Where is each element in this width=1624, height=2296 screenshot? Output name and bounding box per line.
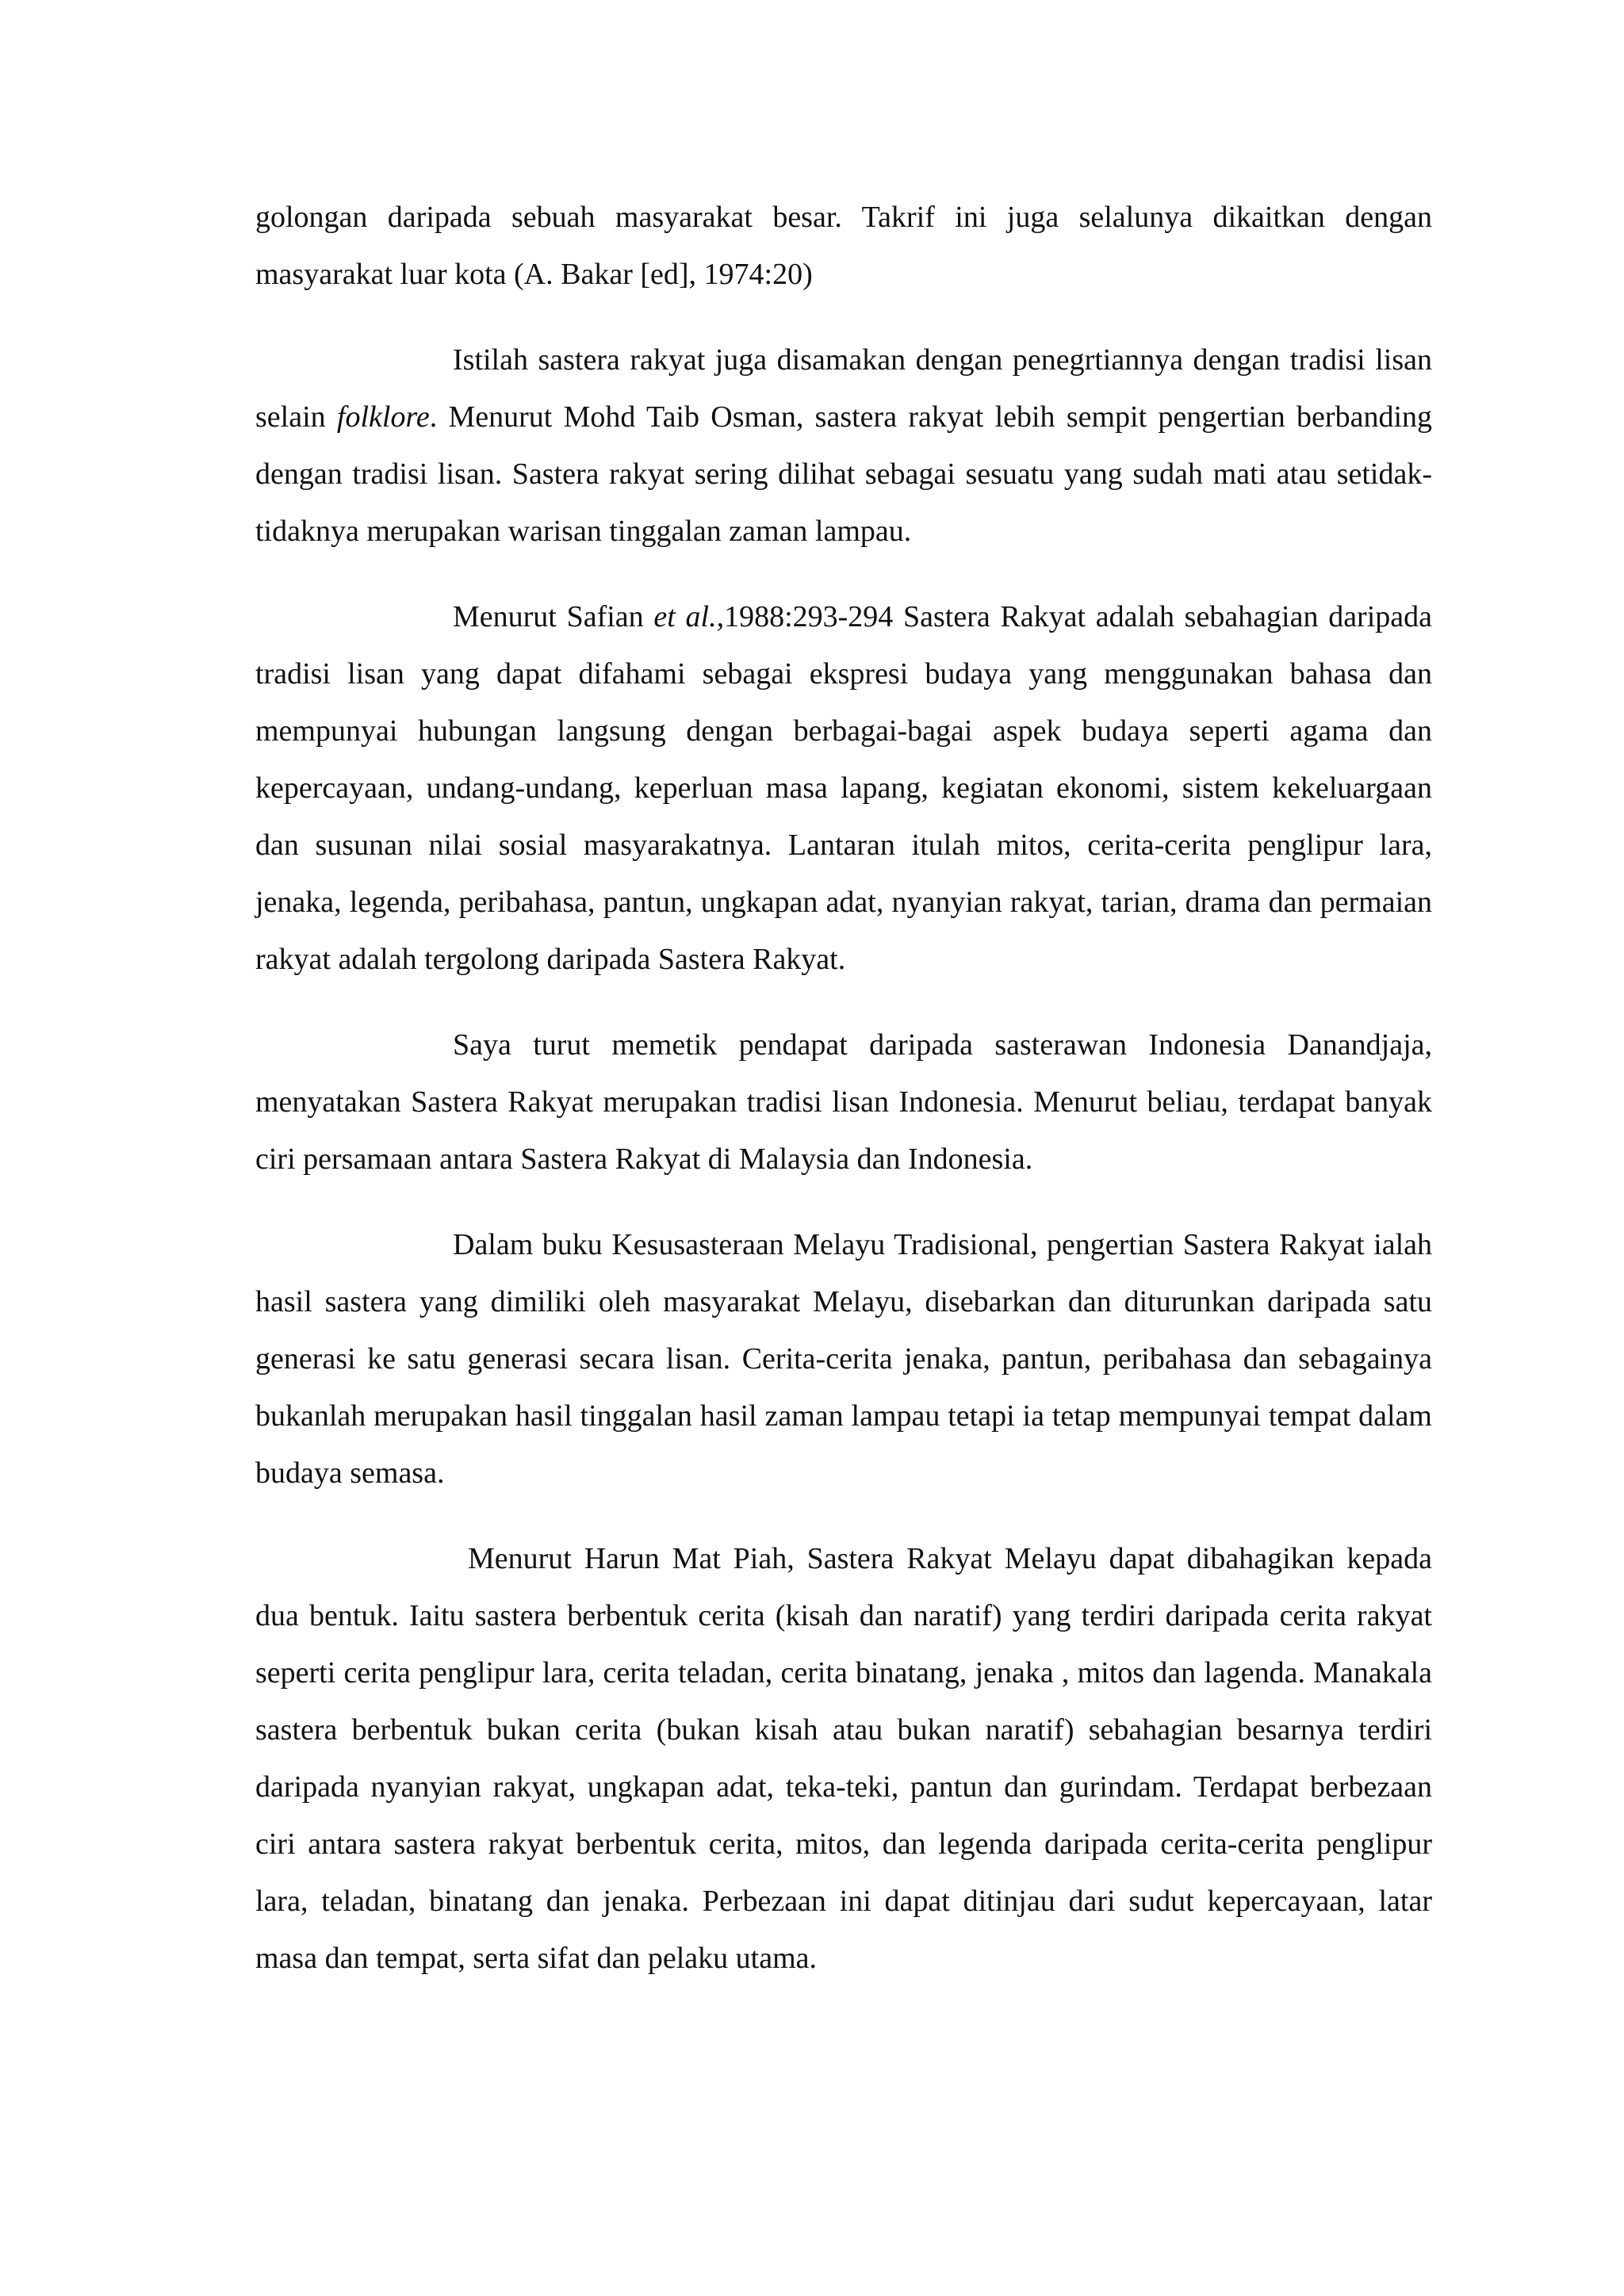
- paragraph-1: [255, 189, 1432, 303]
- paragraph-3-text-b: 1988:293-294 Sastera Rakyat adalah sebahagian daripada tradisi lisan yang dapat difahami sebagai ekspresi budaya yang menggunakan bahasa dan mempunyai hubungan langsung dengan berbagai-bagai aspek budaya seperti agama dan kepercayaan, undang-undang, keperluan masa lapang, kegiatan ekonomi, sistem kekeluargaan dan susunan nilai sosial masyarakatnya. Lantaran itulah mitos, cerita-cerita penglipur lara, jenaka, legenda, peribahasa, pantun, ungkapan adat, nyanyian rakyat, tarian, drama dan permaian rakyat adalah tergolong daripada Sastera Rakyat.: [255, 600, 1432, 976]
- paragraph-6-text: Menurut Harun Mat Piah, Sastera Rakyat Melayu dapat dibahagikan kepada dua bentuk. Iaitu sastera berbentuk cerita (kisah dan naratif) yang terdiri daripada cerita rakyat seperti cerita penglipur lara, cerita teladan, cerita binatang, jenaka , mitos dan lagenda. Manakala sastera berbentuk bukan cerita (bukan kisah atau bukan naratif) sebahagian besarnya terdiri daripada nyanyian rakyat, ungkapan adat, teka-teki, pantun dan gurindam. Terdapat berbezaan ciri antara sastera rakyat berbentuk cerita, mitos, dan legenda daripada cerita-cerita penglipur lara, teladan, binatang dan jenaka. Perbezaan ini dapat ditinjau dari sudut kepercayaan, latar masa dan tempat, serta sifat dan pelaku utama.: [255, 1542, 1432, 1975]
- paragraph-3-italic-citation: et al.,: [653, 600, 725, 633]
- paragraph-4: [255, 1016, 1432, 1188]
- paragraph-1-text: golongan daripada sebuah masyarakat besar. Takrif ini juga selalunya dikaitkan dengan masyarakat luar kota (A. Bakar [ed], 1974:20): [255, 201, 1432, 291]
- paragraph-2-text-b: . Menurut Mohd Taib Osman, sastera rakyat lebih sempit pengertian berbanding dengan tradisi lisan. Sastera rakyat sering dilihat sebagai sesuatu yang sudah mati atau setidak-tidaknya merupakan warisan tinggalan zaman lampau.: [255, 400, 1433, 548]
- paragraph-4-text: Saya turut memetik pendapat daripada sasterawan Indonesia Danandjaja, menyatakan Sastera Rakyat merupakan tradisi lisan Indonesia. Menurut beliau, terdapat banyak ciri persamaan antara Sastera Rakyat di Malaysia dan Indonesia.: [255, 1028, 1432, 1176]
- document-page: [255, 189, 1432, 1987]
- paragraph-2-italic-term: folklore: [336, 400, 430, 434]
- paragraph-6: [255, 1530, 1432, 1987]
- paragraph-3: [255, 588, 1432, 988]
- paragraph-2: [255, 331, 1432, 560]
- paragraph-5: [255, 1216, 1432, 1502]
- paragraph-2-text-a: Istilah sastera rakyat juga disamakan dengan penegrtiannya dengan tradisi lisan selain: [255, 343, 1432, 434]
- paragraph-5-text: Dalam buku Kesusasteraan Melayu Tradisional, pengertian Sastera Rakyat ialah hasil sastera yang dimiliki oleh masyarakat Melayu, disebarkan dan diturunkan daripada satu generasi ke satu generasi secara lisan. Cerita-cerita jenaka, pantun, peribahasa dan sebagainya bukanlah merupakan hasil tinggalan hasil zaman lampau tetapi ia tetap mempunyai tempat dalam budaya semasa.: [255, 1228, 1432, 1490]
- paragraph-3-text-a: Menurut Safian: [453, 600, 654, 633]
